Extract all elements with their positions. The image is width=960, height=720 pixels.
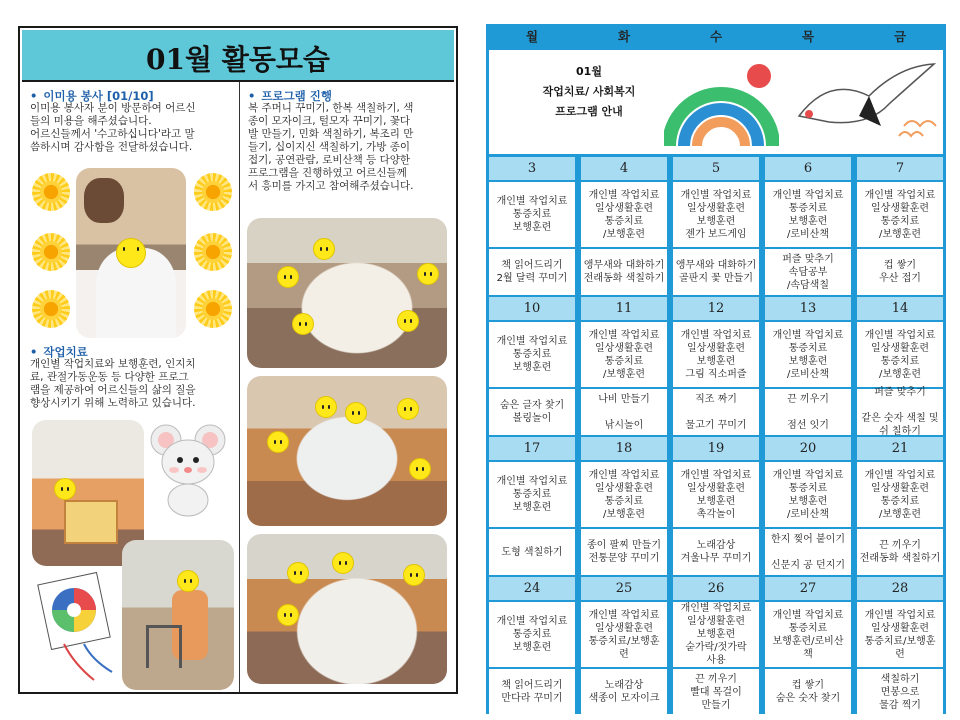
activity-schedule-cell: 도형 색칠하기 [489,529,575,575]
activity-schedule-cell: 색칠하기 면봉으로 물감 찍기 [857,669,943,715]
activity-schedule-cell: 노래감상 색종이 모자이크 [581,669,667,715]
flower-icon [194,290,232,328]
privacy-sticker [417,263,439,285]
flower-icon [32,233,70,271]
therapy-schedule-cell: 개인별 작업치료 일상생활훈련 보행훈련 숟가락/젓가락 사용 [673,602,759,667]
activity-schedule-cell: 숨은 글자 찾기 볼링놀이 [489,389,575,435]
privacy-sticker [54,478,76,500]
therapy-schedule-cell: 개인별 작업치료 일상생활훈련 통증치료 /보행훈련 [857,182,943,247]
date-cell: 21 [857,437,943,460]
therapy-schedule-cell: 개인별 작업치료 일상생활훈련 통증치료 /보행훈련 [581,462,667,527]
walker-training-photo [122,540,234,690]
privacy-sticker [345,402,367,424]
privacy-sticker [315,396,337,418]
kite-icon [34,568,124,686]
occupational-therapy-body: 개인별 작업치료와 보행훈련, 인지치 료, 관절가동운동 등 다양한 프로그 램을 제공하여 어르신들의 삶의 질을 향상시키기 위해 노력하고 있습니다. [30,358,196,409]
flower-icon [32,173,70,211]
therapy-schedule-cell: 개인별 작업치료 일상생활훈련 통증치료/보행훈 련 [581,602,667,667]
activity-schedule-cell: 책 읽어드리기 2월 달력 꾸미기 [489,249,575,295]
date-cell: 11 [581,297,667,320]
haircut-photo [76,168,186,338]
beauty-volunteer-body: 이미용 봉사자 분이 방문하여 어르신 들의 미용을 해주셨습니다. 어르신들께서 '수고하십니다'라고 말 씀하시며 감사함을 전달하셨습니다. [30,102,196,153]
activity-schedule-cell: 끈 끼우기 빨대 목걸이 만들기 [673,669,759,715]
occupational-therapy-heading: • 작업치료 [30,345,88,359]
flower-icon [194,233,232,271]
privacy-sticker [277,604,299,626]
activity-schedule-cell: 한지 찢어 붙이기 신문지 공 던지기 [765,529,851,575]
activity-schedule-cell: 책 읽어드리기 만다라 꾸미기 [489,669,575,715]
program-photo-2 [247,376,447,526]
privacy-sticker [397,310,419,332]
weekday-header: 화 [617,29,631,44]
privacy-sticker [409,458,431,480]
date-cell: 26 [673,577,759,600]
activity-newsletter [18,26,458,694]
privacy-sticker [332,552,354,574]
activity-schedule-cell: 앵무새와 대화하기 전래동화 색칠하기 [581,249,667,295]
activity-schedule-cell: 끈 끼우기 전래동화 색칠하기 [857,529,943,575]
privacy-sticker [313,238,335,260]
privacy-sticker [403,564,425,586]
activity-schedule-cell: 앵무새와 대화하기 골판지 꽃 만들기 [673,249,759,295]
therapy-schedule-cell: 개인별 작업치료 일상생활훈련 보행훈련 젠가 보드게임 [673,182,759,247]
therapy-schedule-cell: 개인별 작업치료 통증치료 보행훈련 [489,322,575,387]
weekday-header: 월 [525,29,539,44]
activity-schedule-cell: 나비 만들기 낚시놀이 [581,389,667,435]
date-cell: 18 [581,437,667,460]
date-cell: 3 [489,157,575,180]
date-cell: 13 [765,297,851,320]
weekday-header: 수 [709,29,723,44]
weekday-header: 금 [893,29,907,44]
therapy-schedule-cell: 개인별 작업치료 통증치료 보행훈련 /로비산책 [765,182,851,247]
program-heading: • 프로그램 진행 [248,89,333,103]
column-divider [239,82,240,692]
date-cell: 14 [857,297,943,320]
rainbow-icon [664,58,779,148]
privacy-sticker [292,313,314,335]
privacy-sticker [287,562,309,584]
date-cell: 10 [489,297,575,320]
program-body: 복 주머니 꾸미기, 한복 색칠하기, 색 종이 모자이크, 털모자 꾸미기, 꽃다 발 만들기, 민화 색칠하기, 복조리 만 들기, 십이지신 색칠하기, 가방 종이 접기, 공연관람, 로비산책 등 다양한 프로그램을 진행하였고 어르신들께 서 흥미를 가지고 참여해주셨습니다. [248,102,414,192]
banner-title: 01월 작업치료/ 사회복지 프로그램 안내 [542,65,636,118]
date-cell: 5 [673,157,759,180]
mouse-character-icon [148,420,228,520]
therapy-schedule-cell: 개인별 작업치료 통증치료 보행훈련 [489,182,575,247]
date-cell: 19 [673,437,759,460]
date-cell: 17 [489,437,575,460]
walker [146,625,182,668]
activity-schedule-cell: 퍼즐 맞추기 속담공부 /속담색칠 [765,249,851,295]
activity-schedule-cell: 종이 팔찌 만들기 전통문양 꾸미기 [581,529,667,575]
privacy-sticker [267,431,289,453]
date-cell: 7 [857,157,943,180]
date-cell: 25 [581,577,667,600]
therapy-schedule-cell: 개인별 작업치료 일상생활훈련 보행훈련 촉각놀이 [673,462,759,527]
therapy-schedule-cell: 개인별 작업치료 일상생활훈련 통증치료 /보행훈련 [857,322,943,387]
flower-icon [194,173,232,211]
calendar-banner [489,50,943,154]
therapy-schedule-cell: 개인별 작업치료 일상생활훈련 통증치료 /보행훈련 [857,462,943,527]
program-photo-1 [247,218,447,368]
therapy-schedule-cell: 개인별 작업치료 일상생활훈련 보행훈련 그림 직소퍼즐 [673,322,759,387]
privacy-sticker [177,570,199,592]
date-cell: 4 [581,157,667,180]
privacy-sticker [277,266,299,288]
peg-board [64,500,118,544]
weekday-header: 목 [801,29,815,44]
activity-schedule-cell: 노래감상 겨울나무 꾸미기 [673,529,759,575]
volunteer-figure [84,178,124,223]
date-cell: 28 [857,577,943,600]
program-photo-3 [247,534,447,684]
therapy-schedule-cell: 개인별 작업치료 통증치료 보행훈련 /로비산책 [765,322,851,387]
newsletter-title-bar [22,30,454,82]
date-cell: 6 [765,157,851,180]
therapy-schedule-cell: 개인별 작업치료 일상생활훈련 통증치료/보행훈 련 [857,602,943,667]
therapy-schedule-cell: 개인별 작업치료 통증치료 보행훈련 [489,602,575,667]
flower-icon [32,290,70,328]
date-cell: 12 [673,297,759,320]
therapy-schedule-cell: 개인별 작업치료 통증치료 보행훈련 [489,462,575,527]
program-calendar [486,24,946,714]
therapy-schedule-cell: 개인별 작업치료 일상생활훈련 통증치료 /보행훈련 [581,182,667,247]
therapy-schedule-cell: 개인별 작업치료 통증치료 보행훈련 /로비산책 [765,462,851,527]
privacy-sticker [397,398,419,420]
activity-schedule-cell: 컵 쌓기 우산 접기 [857,249,943,295]
activity-schedule-cell: 끈 끼우기 점선 잇기 [765,389,851,435]
activity-schedule-cell: 컵 쌓기 숨은 숫자 찾기 [765,669,851,715]
date-cell: 20 [765,437,851,460]
crane-icon [789,56,939,150]
activity-schedule-cell: 직조 짜기 물고기 꾸미기 [673,389,759,435]
therapy-schedule-cell: 개인별 작업치료 통증치료 보행훈련/로비산 책 [765,602,851,667]
date-cell: 24 [489,577,575,600]
therapy-schedule-cell: 개인별 작업치료 일상생활훈련 통증치료 /보행훈련 [581,322,667,387]
newsletter-title: 01월 활동모습 [146,43,330,76]
beauty-volunteer-heading: • 이미용 봉사 [01/10] [30,89,154,103]
privacy-sticker [116,238,146,268]
activity-schedule-cell: 퍼즐 맞추기 같은 숫자 색칠 및 쉬 칠하기 [857,389,943,435]
date-cell: 27 [765,577,851,600]
